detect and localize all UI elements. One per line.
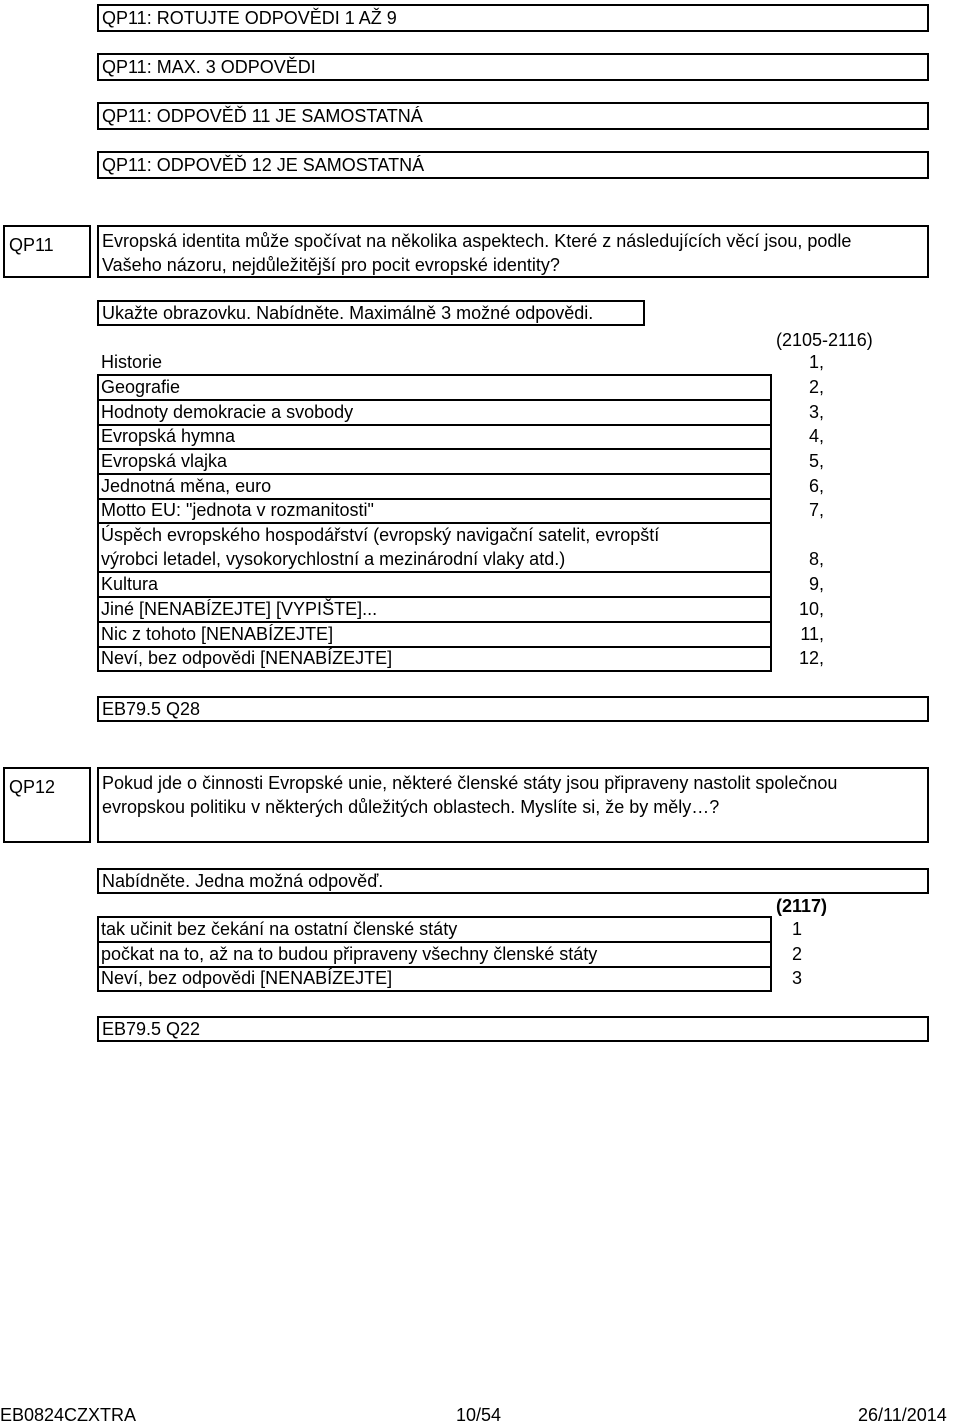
interviewer-note-box [97, 868, 929, 894]
variable-range: (2105-2116) [776, 330, 873, 350]
row-divider [97, 522, 772, 524]
source-reference: EB79.5 Q22 [102, 1019, 201, 1039]
row-divider [97, 399, 772, 401]
instruction-box-2 [97, 53, 929, 81]
row-divider [97, 374, 772, 376]
row-divider [97, 448, 772, 450]
instruction-text: QP11: MAX. 3 ODPOVĚDI [102, 57, 316, 77]
variable-range: (2117) [776, 896, 828, 916]
instruction-box-3 [97, 102, 929, 130]
answer-label: Úspěch evropského hospodářství (evropský navigační satelit, evropští [101, 525, 660, 545]
answer-label: Neví, bez odpovědi [NENABÍZEJTE] [101, 648, 393, 668]
answer-code: 2, [808, 377, 824, 397]
question-id-box [3, 767, 91, 843]
answer-code: 11, [800, 624, 824, 644]
answer-list-border-left [97, 916, 99, 992]
answer-code: 7, [808, 500, 824, 520]
answer-label: Nic z tohoto [NENABÍZEJTE] [101, 624, 334, 644]
answer-code: 1, [808, 352, 824, 372]
source-reference-box [97, 1016, 929, 1042]
answer-code: 4, [808, 426, 824, 446]
row-divider [97, 916, 772, 918]
answer-code: 5, [808, 451, 824, 471]
answer-code: 3, [808, 402, 824, 422]
interviewer-note: Ukažte obrazovku. Nabídněte. Maximálně 3 možné odpovědi. [102, 303, 594, 323]
answer-label-continued: výrobci letadel, vysokorychlostní a mezinárodní vlaky atd.) [101, 549, 566, 569]
question-text-line: Vašeho názoru, nejdůležitější pro pocit evropské identity? [102, 254, 560, 275]
question-id: QP12 [9, 777, 56, 797]
answer-label: tak učinit bez čekání na ostatní členské státy [101, 919, 458, 939]
answer-label: Historie [101, 352, 163, 372]
answer-label: Kultura [101, 574, 159, 594]
row-divider [97, 621, 772, 623]
question-text-line: Pokud jde o činnosti Evropské unie, některé členské státy jsou připraveny nastolit společnou [102, 773, 838, 793]
answer-code: 8, [808, 549, 824, 569]
answer-label: Motto EU: "jednota v rozmanitosti" [101, 500, 374, 520]
footer-doc-id: EB0824CZXTRA [0, 1405, 137, 1425]
answer-label: Hodnoty demokracie a svobody [101, 402, 354, 422]
answer-label: počkat na to, až na to budou připraveny všechny členské státy [101, 944, 598, 964]
instruction-box-4 [97, 151, 929, 179]
answer-code: 2 [791, 944, 802, 964]
row-divider [97, 941, 772, 943]
question-text-line: evropskou politiku v některých důležitých oblastech. Myslíte si, že by měly…? [102, 796, 720, 817]
row-divider [97, 473, 772, 475]
answer-code: 1 [791, 919, 802, 939]
instruction-box-1 [97, 4, 929, 32]
interviewer-note-box [97, 300, 645, 326]
interviewer-note: Nabídněte. Jedna možná odpověď. [102, 871, 384, 891]
instruction-text: QP11: ODPOVĚĎ 12 JE SAMOSTATNÁ [102, 155, 425, 175]
answer-label: Jiné [NENABÍZEJTE] [VYPIŠTE]... [101, 599, 378, 619]
instruction-text: QP11: ODPOVĚĎ 11 JE SAMOSTATNÁ [102, 106, 423, 126]
question-text-line: Evropská identita může spočívat na několika aspektech. Které z následujících věcí jsou, podle [102, 231, 852, 251]
question-id: QP11 [9, 235, 54, 255]
question-text-box [97, 767, 929, 843]
answer-code-column-border [770, 916, 772, 992]
row-divider [97, 990, 772, 992]
answer-code: 12, [798, 648, 824, 668]
answer-list-border-left [97, 374, 99, 672]
answer-code: 6, [808, 476, 824, 496]
question-text-box [97, 225, 929, 278]
source-reference-box [97, 696, 929, 722]
answer-code: 9, [808, 574, 824, 594]
answer-label: Jednotná měna, euro [101, 476, 272, 496]
answer-code: 10, [798, 599, 824, 619]
row-divider [97, 596, 772, 598]
answer-label: Evropská hymna [101, 426, 236, 446]
instruction-text: QP11: ROTUJTE ODPOVĚDI 1 AŽ 9 [102, 8, 397, 28]
question-id-box [3, 225, 91, 278]
row-divider [97, 571, 772, 573]
footer-date: 26/11/2014 [858, 1405, 947, 1425]
answer-code-column-border [770, 374, 772, 672]
row-divider [97, 670, 772, 672]
answer-code: 3 [791, 968, 802, 988]
source-reference: EB79.5 Q28 [102, 699, 201, 719]
footer-page-number: 10/54 [456, 1405, 502, 1425]
answer-label: Geografie [101, 377, 181, 397]
answer-label: Evropská vlajka [101, 451, 228, 471]
answer-label: Neví, bez odpovědi [NENABÍZEJTE] [101, 968, 393, 988]
